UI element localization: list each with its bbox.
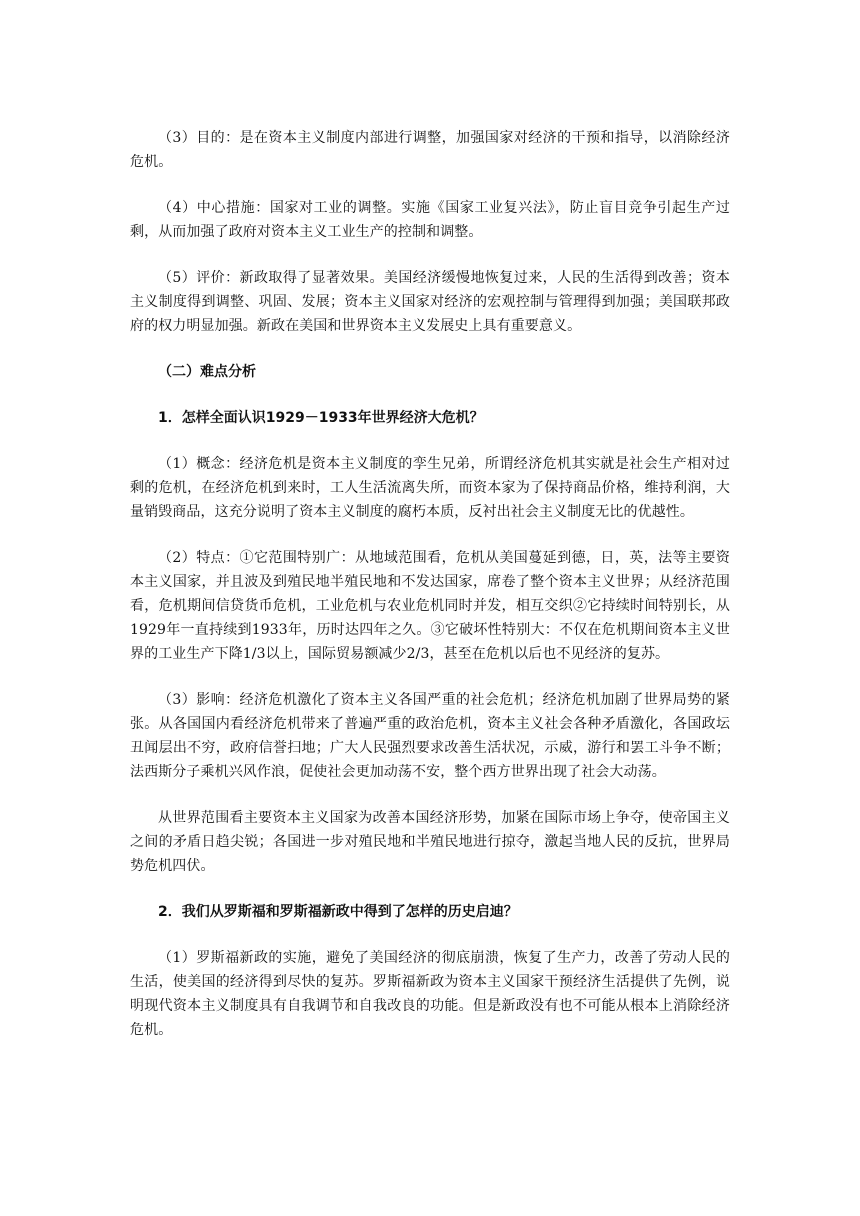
paragraph-characteristics: （2）特点：①它范围特别广：从地域范围看，危机从美国蔓延到德，日，英，法等主要资本主义国家，并且波及到殖民地半殖民地和不发达国家，席卷了整个资本主义世界；从经济范围看，危机期间信贷货币危机，工业危机与农业危机同时并发，相互交织②它持续时间特别长，从1929年一直持续到1933年，历时达四年之久。③它破坏性特别大：不仅在危机期间资本主义世界的工业生产下降1/3以上，国际贸易额减少2/3，甚至在危机以后也不见经济的复苏。 — [130, 550, 730, 662]
question-heading-1: 1．怎样全面认识1929－1933年世界经济大危机？ — [158, 410, 484, 426]
paragraph-evaluation: （5）评价：新政取得了显著效果。美国经济缓慢地恢复过来，人民的生活得到改善；资本主义制度得到调整、巩固、发展；资本主义国家对经济的宏观控制与管理得到加强；美国联邦政府的权力明显加强。新政在美国和世界资本主义发展史上具有重要意义。 — [130, 270, 730, 334]
document-body — [130, 126, 730, 1064]
section-heading-difficulty-analysis: （二）难点分析 — [158, 364, 256, 380]
paragraph-purpose: （3）目的：是在资本主义制度内部进行调整，加强国家对经济的干预和指导，以消除经济危机。 — [130, 130, 730, 170]
paragraph-impact: （3）影响：经济危机激化了资本主义各国严重的社会危机；经济危机加剧了世界局势的紧张。从各国国内看经济危机带来了普遍严重的政治危机，资本主义社会各种矛盾激化，各国政坛丑闻层出不穷，政府信誉扫地；广大人民强烈要求改善生活状况，示威，游行和罢工斗争不断；法西斯分子乘机兴风作浪，促使社会更加动荡不安，整个西方世界出现了社会大动荡。 — [130, 692, 730, 780]
paragraph-world-scope: 从世界范围看主要资本主义国家为改善本国经济形势，加紧在国际市场上争夺，使帝国主义之间的矛盾日趋尖锐；各国进一步对殖民地和半殖民地进行掠夺，激起当地人民的反抗，世界局势危机四伏。 — [130, 810, 730, 874]
paragraph-new-deal: （1）罗斯福新政的实施，避免了美国经济的彻底崩溃，恢复了生产力，改善了劳动人民的生活，使美国的经济得到尽快的复苏。罗斯福新政为资本主义国家干预经济生活提供了先例，说明现代资本主义制度具有自我调节和自我改良的功能。但是新政没有也不可能从根本上消除经济危机。 — [130, 950, 730, 1038]
paragraph-central-measure: （4）中心措施：国家对工业的调整。实施《国家工业复兴法》，防止盲目竞争引起生产过剩，从而加强了政府对资本主义工业生产的控制和调整。 — [130, 200, 730, 240]
paragraph-concept: （1）概念：经济危机是资本主义制度的孪生兄弟，所谓经济危机其实就是社会生产相对过剩的危机，在经济危机到来时，工人生活流离失所，而资本家为了保持商品价格，维持利润，大量销毁商品，这充分说明了资本主义制度的腐朽本质，反衬出社会主义制度无比的优越性。 — [130, 456, 730, 520]
question-heading-2: 2．我们从罗斯福和罗斯福新政中得到了怎样的历史启迪？ — [158, 904, 518, 920]
